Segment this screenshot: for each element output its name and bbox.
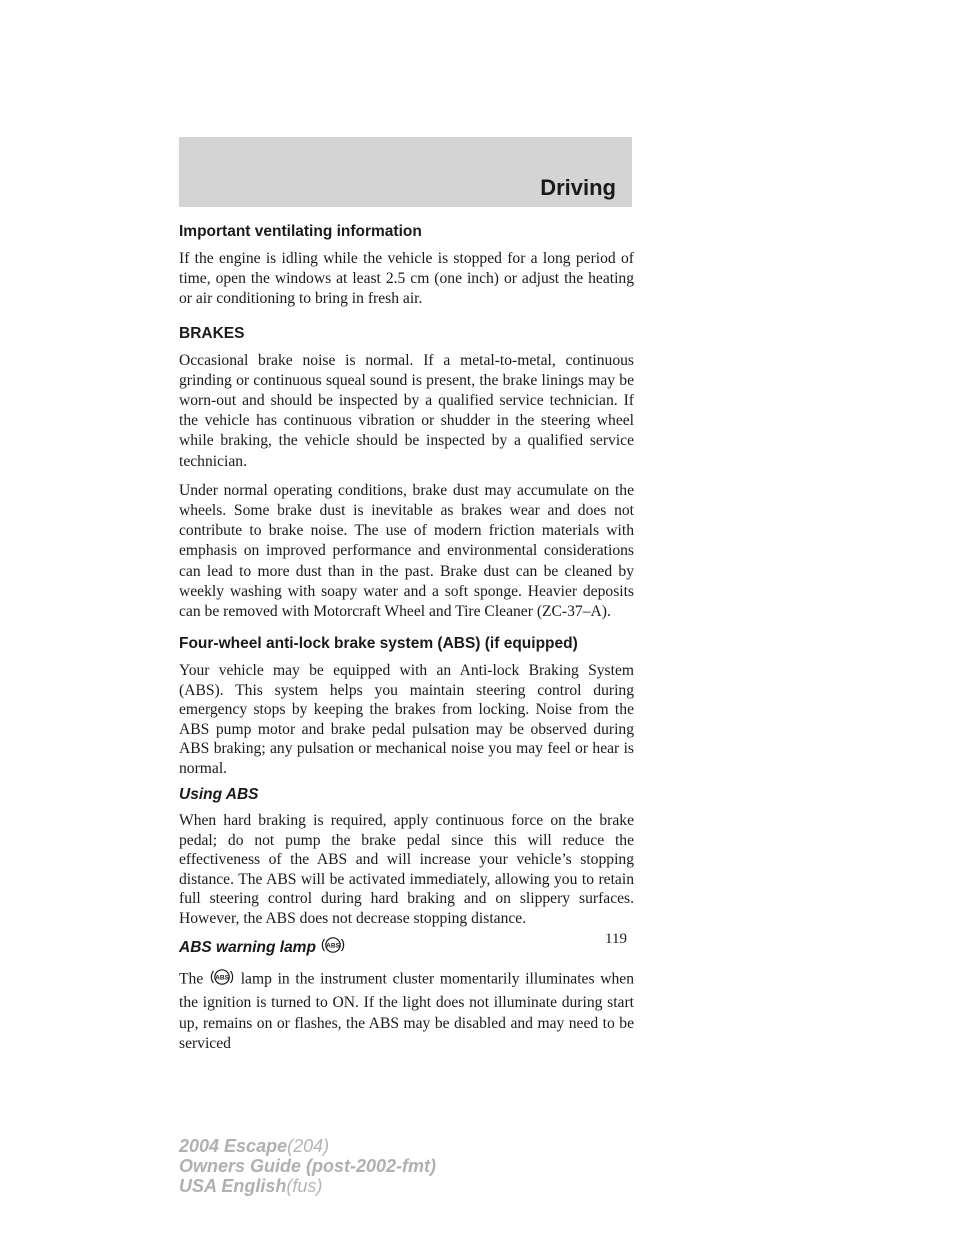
- page-content: [179, 222, 634, 1063]
- ventilating-heading: Important ventilating information: [179, 223, 422, 240]
- abs-warning-lamp-title: ABS warning lamp: [179, 939, 316, 957]
- using-abs-heading: Using ABS: [179, 786, 259, 804]
- abs-warning-icon-label: ABS: [326, 942, 341, 950]
- footer-line-2: [179, 1156, 436, 1176]
- brakes-paragraph-1: Occasional brake noise is normal. If a metal-to-metal, continuous grinding or continuous squeal sound is present, the brake linings may be worn-out and should be inspected by a qualified service technician. If the vehicle has continuous vibration or shudder in the steering wheel while braking, the vehicle should be inspected by a qualified service technician.: [179, 351, 634, 470]
- abs-warning-lamp-heading: [179, 935, 634, 961]
- footer-line-3: [179, 1176, 436, 1196]
- footer-model: 2004 Escape: [179, 1136, 288, 1156]
- abs-warning-lamp-paragraph: [179, 967, 634, 1054]
- footer-model-code: (204): [287, 1136, 330, 1156]
- ventilating-paragraph: If the engine is idling while the vehicle is stopped for a long period of time, open the windows at least 2.5 cm (one inch) or adjust the heating or air conditioning to bring in fresh air.: [179, 250, 634, 308]
- footer-language-code: (fus): [286, 1176, 323, 1196]
- warning-lamp-text-lead: The: [179, 970, 204, 988]
- document-footer: [179, 1136, 436, 1196]
- footer-line-1: [179, 1136, 436, 1156]
- page-number: 119: [605, 931, 627, 947]
- footer-language: USA English: [179, 1176, 287, 1196]
- header-band: [179, 137, 632, 207]
- abs-inline-icon-label: ABS: [215, 974, 229, 982]
- brakes-paragraph-2: Under normal operating conditions, brake dust may accumulate on the wheels. Some brake dust is inevitable as brakes wear and does not contribute to brake noise. The use of modern friction materials with emphasis on improved performance and environmental considerations can lead to more dust than in the past. Brake dust can be cleaned by weekly washing with soapy water and a soft sponge. Heavier deposits can be removed with Motorcraft Wheel and Tire Cleaner (ZC-37–A).: [179, 481, 634, 621]
- section-title: Driving: [540, 175, 616, 200]
- warning-lamp-text-rest: lamp in the instrument cluster momentarily illuminates when the ignition is turned to ON. If the light does not illuminate during start up, remains on or flashes, the ABS may be disabled and may need to be serviced: [179, 970, 635, 1052]
- abs-heading: Four-wheel anti-lock brake system (ABS) (if equipped): [179, 635, 578, 653]
- footer-guide: Owners Guide (post-2002-fmt): [179, 1156, 437, 1176]
- brakes-heading: BRAKES: [179, 324, 245, 342]
- abs-paragraph: Your vehicle may be equipped with an Anti-lock Braking System (ABS). This system helps you maintain steering control during emergency stops by keeping the brakes from locking. Noise from the ABS pump motor and brake pedal pulsation may be observed during ABS braking; any pulsation or mechanical noise you may feel or hear is normal.: [179, 662, 634, 777]
- using-abs-paragraph: When hard braking is required, apply continuous force on the brake pedal; do not pump the brake pedal since this will reduce the effectiveness of the ABS and will increase your vehicle’s stopping distance. The ABS will be activated immediately, allowing you to retain full steering control during hard braking and on slippery surfaces. However, the ABS does not decrease stopping distance.: [179, 812, 634, 927]
- abs-warning-icon: [320, 935, 346, 961]
- abs-inline-icon: [209, 967, 235, 993]
